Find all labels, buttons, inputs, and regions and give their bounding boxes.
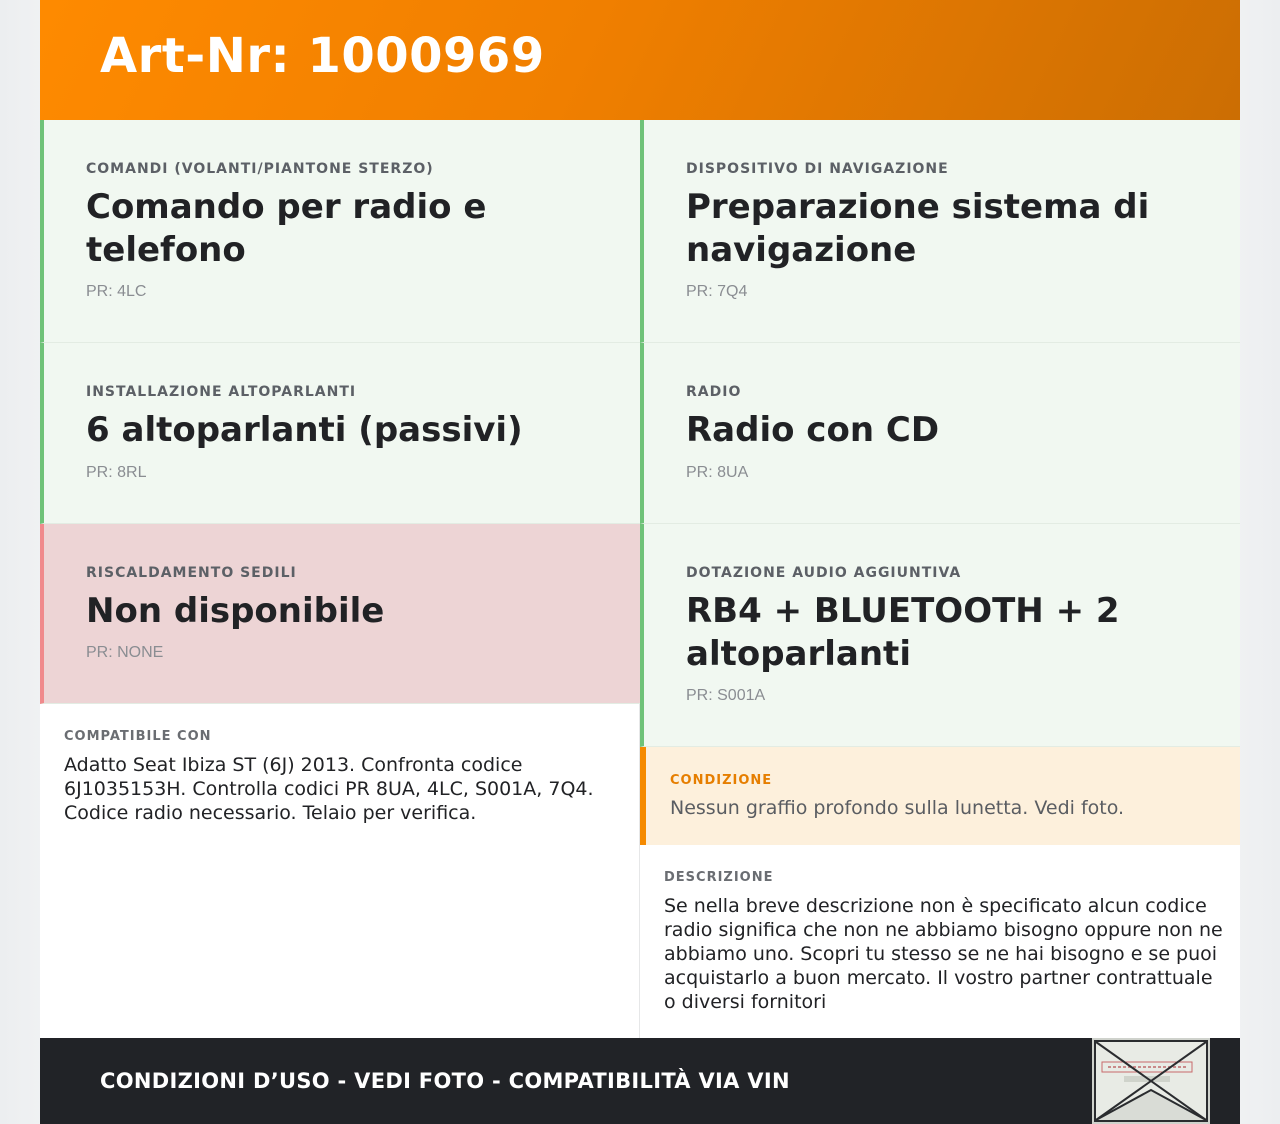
condition-section xyxy=(640,747,1240,845)
pr-code: PR: 7Q4 xyxy=(686,283,748,300)
feature-card-speakers xyxy=(40,343,640,524)
pr-code: PR: 4LC xyxy=(86,283,147,300)
header-banner xyxy=(40,0,1240,120)
feature-card-navigation xyxy=(640,120,1240,343)
pr-code: PR: S001A xyxy=(686,687,766,704)
feature-value: Radio con CD xyxy=(686,410,940,450)
feature-label: DOTAZIONE AUDIO AGGIUNTIVA xyxy=(686,565,962,581)
pr-code: PR: 8RL xyxy=(86,464,147,481)
product-sheet xyxy=(40,0,1240,1124)
feature-card-radio xyxy=(640,343,1240,524)
feature-card-steering-controls xyxy=(40,120,640,343)
feature-label: RADIO xyxy=(686,384,742,400)
feature-card-extra-audio xyxy=(640,524,1240,747)
feature-label: RISCALDAMENTO SEDILI xyxy=(86,565,297,581)
footer-bar xyxy=(40,1038,1240,1124)
feature-label: COMANDI (VOLANTI/PIANTONE STERZO) xyxy=(86,161,434,177)
photo-thumbnail[interactable] xyxy=(1092,1038,1210,1124)
feature-value: 6 altoparlanti (passivi) xyxy=(86,410,523,450)
condition-label: CONDIZIONE xyxy=(670,773,773,788)
envelope-icon xyxy=(1094,1040,1208,1122)
compatibility-label: COMPATIBILE CON xyxy=(64,729,212,744)
description-text: Se nella breve descrizione non è specificato alcun codice radio significa che non ne abbiamo bisogno oppure non ne abbiamo uno. Scopri tu stesso se ne hai bisogno e se puoi acquistarlo a buon mercato. Il vostro partner contrattuale o diversi fornitori xyxy=(664,895,1223,1013)
feature-label: DISPOSITIVO DI NAVIGAZIONE xyxy=(686,161,949,177)
feature-value: Comando per radio e telefono xyxy=(86,187,487,270)
feature-label: INSTALLAZIONE ALTOPARLANTI xyxy=(86,384,357,400)
compatibility-section xyxy=(40,704,640,1038)
feature-value: Non disponibile xyxy=(86,591,385,631)
article-number-title: Art-Nr: 1000969 xyxy=(100,28,545,84)
feature-value: Preparazione sistema di navigazione xyxy=(686,187,1150,270)
description-section xyxy=(640,845,1240,1038)
pr-code: PR: 8UA xyxy=(686,464,749,481)
description-label: DESCRIZIONE xyxy=(664,870,774,885)
feature-card-seat-heating xyxy=(40,524,640,704)
feature-value: RB4 + BLUETOOTH + 2 altoparlanti xyxy=(686,591,1120,674)
compatibility-text: Adatto Seat Ibiza ST (6J) 2013. Confronta codice 6J1035153H. Controlla codici PR 8UA, 4LC, S001A, 7Q4. Codice radio necessario. Telaio per verifica. xyxy=(64,754,594,824)
pr-code: PR: NONE xyxy=(86,644,164,661)
condition-text: Nessun graffio profondo sulla lunetta. Vedi foto. xyxy=(670,797,1125,819)
footer-text: CONDIZIONI D’USO - VEDI FOTO - COMPATIBILITÀ VIA VIN xyxy=(100,1069,790,1093)
